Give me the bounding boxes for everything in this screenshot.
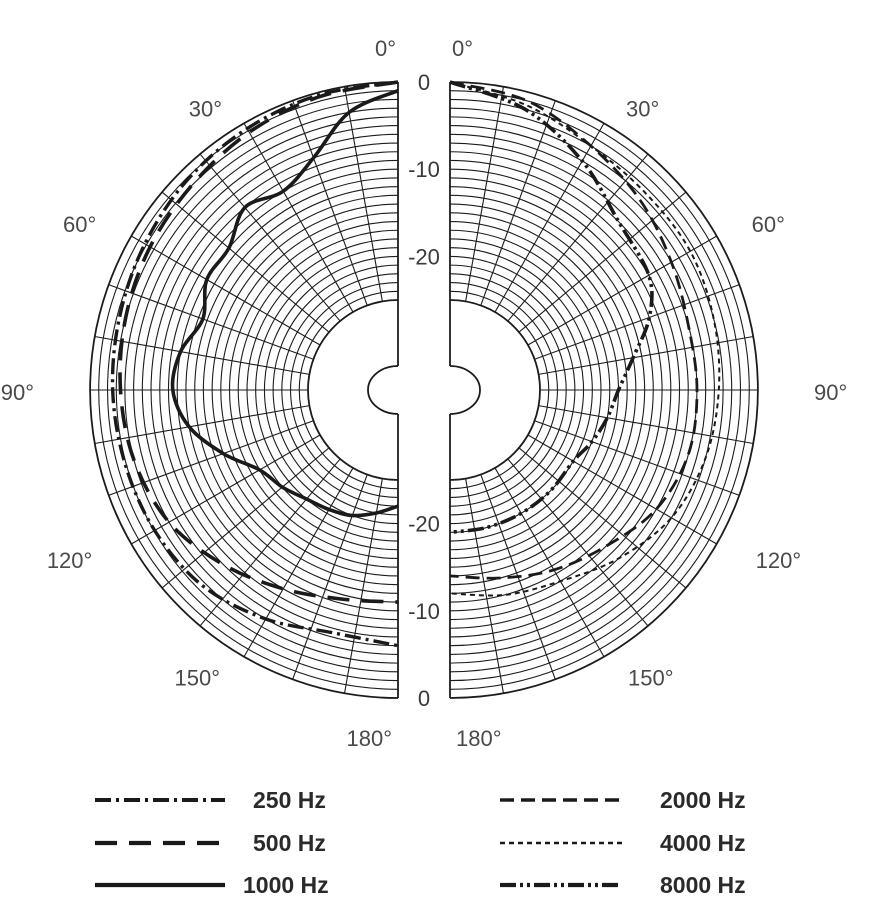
scale-label: -10 <box>408 157 440 183</box>
scale-label: 0 <box>417 70 431 95</box>
angle-label: 60° <box>63 212 97 237</box>
legend-label: 500 Hz <box>253 830 326 856</box>
legend-label: 2000 Hz <box>660 787 746 813</box>
scale-label: -20 <box>408 244 440 270</box>
angle-label: 0° <box>374 36 396 61</box>
angle-label: 30° <box>626 96 660 122</box>
angle-label: 90° <box>814 380 848 405</box>
angle-label: 0° <box>452 36 474 61</box>
angle-label: 180° <box>456 726 502 751</box>
scale-label: -10 <box>408 598 440 624</box>
angle-label: 180° <box>346 726 392 751</box>
legend-label: 4000 Hz <box>660 830 746 856</box>
angle-label: 60° <box>751 212 785 237</box>
angle-label: 150° <box>628 665 674 691</box>
angle-label: 150° <box>174 665 220 691</box>
legend <box>95 787 746 898</box>
angle-label: 120° <box>46 548 93 573</box>
legend-label: 250 Hz <box>253 787 326 813</box>
angle-label: 30° <box>188 96 222 122</box>
angle-label: 90° <box>0 380 34 405</box>
scale-label: 0 <box>417 686 431 711</box>
inner-region <box>308 300 540 480</box>
angle-label: 120° <box>755 548 802 573</box>
legend-label: 1000 Hz <box>243 872 329 898</box>
scale-label: -20 <box>408 511 440 537</box>
legend-label: 8000 Hz <box>660 872 746 898</box>
